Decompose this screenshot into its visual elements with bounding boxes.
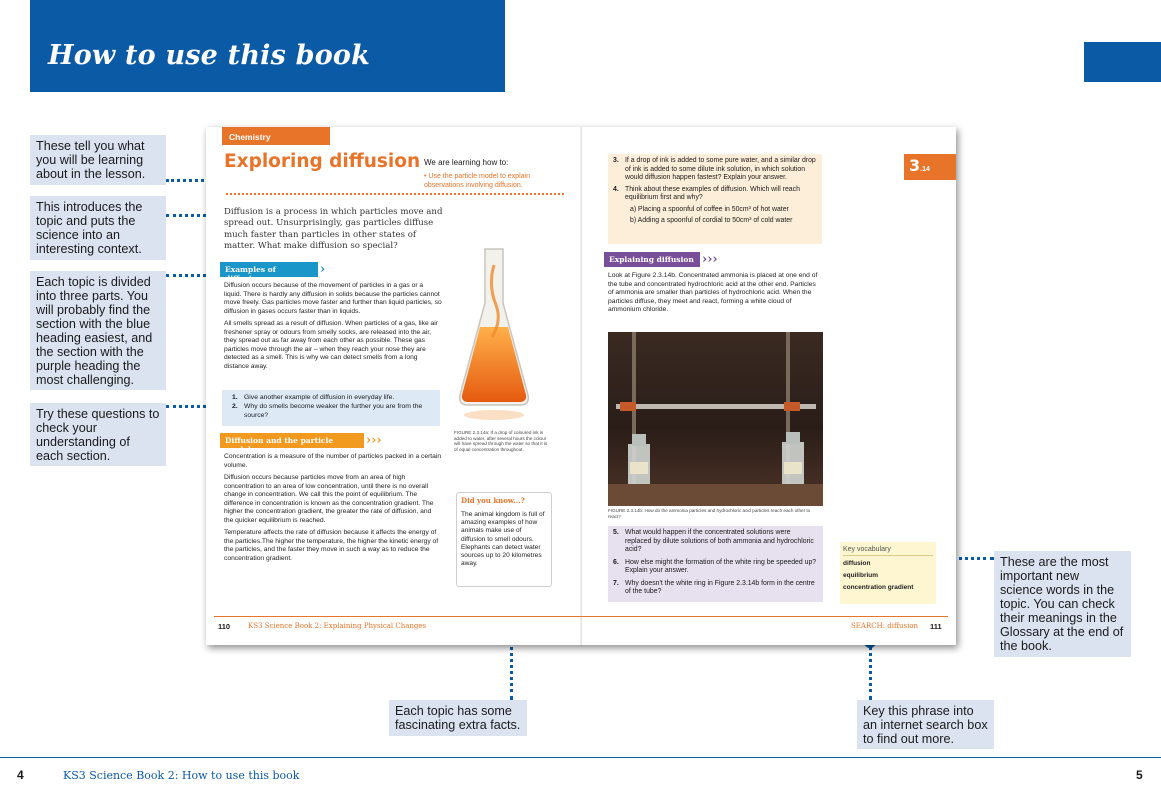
spread-search-term: SEARCH: diffusion (851, 622, 919, 630)
question-text: What would happen if the concentrated solutions were replaced by dilute solutions of both ammonia and hydrochloric acid? (625, 529, 814, 553)
learning-objective: • Use the particle model to explain observations involving diffusion. (424, 173, 530, 189)
did-you-know-text: The animal kingdom is full of amazing examples of how animals make use of diffusion to smell odours. Elephants can detect water sources up to 20 kilometres away. (461, 511, 545, 568)
spread-gutter (580, 127, 582, 645)
section3-para1: Look at Figure 2.3.14b. Concentrated ammonia is placed at one end of the tube and concentrated hydrochloric acid at the other end. Particles of ammonia are smaller than particles of hydrochloric acid. When the particles diffuse, they meet and react, forming a white cloud of ammonium chloride. (608, 272, 818, 313)
footer-rule (0, 757, 1161, 758)
page-title: How to use this book (48, 40, 371, 71)
topic-intro: Diffusion is a process in which particles move and spread out. Unsurprisingly, gas particles diffuse much faster than particles in other states of matter. What make diffusion so special? (224, 207, 443, 251)
figure-caption-a: FIGURE 2.3.14a: If a drop of coloured ink is added to water, after several hours the colour will have spread through the water so that it is of equal concentration throughout. (454, 430, 548, 452)
question-1 (232, 393, 434, 402)
topic-number-box (904, 154, 956, 180)
section-heading-blue (220, 262, 326, 283)
topic-number-main: 3 (909, 156, 921, 175)
leader-search (869, 646, 872, 700)
learning-objective-text: Use the particle model to explain observations involving diffusion. (424, 173, 530, 189)
questions-blue (222, 390, 440, 426)
experiment-photo (608, 332, 823, 506)
key-vocabulary-box (840, 542, 936, 604)
section2-para3: Temperature affects the rate of diffusion because it affects the energy of the particles.The higher the temperature, the higher the kinetic energy of the particles, and the faster they move in such a way as to reduce the concentration gradient. (224, 529, 439, 562)
footer-title: KS3 Science Book 2: How to use this book (63, 769, 300, 782)
page-number-right: 5 (1136, 768, 1143, 782)
question-5 (613, 529, 818, 555)
callout-facts: Each topic has some fascinating extra facts. (389, 700, 527, 736)
spread-footer-rule (214, 616, 948, 617)
section-heading-orange (220, 433, 382, 454)
section-heading-orange-label: Diffusion and the particle model (225, 436, 334, 454)
question-4a: a) Placing a spoonful of coffee in 50cm³ of hot water (630, 205, 789, 213)
question-7 (613, 580, 818, 597)
figure-caption-b: FIGURE 2.3.14b: How do the ammonia particles and hydrochloric acid particles reach each other to react? (608, 508, 811, 519)
callout-objectives: These tell you what you will be learning about in the lesson. (30, 135, 166, 185)
did-you-know-heading: Did you know...? (461, 496, 525, 505)
learning-heading: We are learning how to: (424, 158, 509, 167)
question-text: Why doesn't the white ring in Figure 2.3.14b form in the centre of the tube? (625, 579, 815, 595)
spread-page-right: 111 (930, 622, 942, 631)
callout-parts: Each topic is divided into three parts. You will probably find the section with the blue heading easiest, and the section with the purple heading the most challenging. (30, 271, 166, 390)
question-text: Give another example of diffusion in everyday life. (244, 394, 395, 401)
section1-para1: Diffusion occurs because of the movement of particles in a gas or a liquid. There is hardly any diffusion in solids because the particles cannot move freely. Gas particles move faster and further than liquid particles, so diffusion in gases occurs faster than in liquids. (224, 282, 442, 315)
question-text: How else might the formation of the white ring be speeded up? Explain your answer. (625, 558, 817, 574)
subject-tab: Chemistry (222, 127, 330, 145)
page-number-left: 4 (17, 768, 24, 782)
section-heading-purple-label: Explaining diffusion (609, 255, 694, 264)
section1-para2: All smells spread as a result of diffusion. When particles of a gas, like air freshener spray or odours from smelly socks, are released into the air, they spread out as far away from each other as possible. These gas particles move through the air – when they reach your nose they are detected as a smell. This is why we can detect smells from a long distance away. (224, 320, 438, 370)
question-2 (232, 402, 434, 420)
question-number: 5. (613, 529, 619, 536)
question-number: 6. (613, 558, 619, 566)
section-heading-purple (604, 252, 718, 267)
section2-para2: Diffusion occurs because particles move from an area of high concentration to an area of low concentration, until there is no overall change in concentration. We call this the point of equilibrium. The difference in concentration is known as the concentration gradient. The higher the concentration gradient, the greater the rate of diffusion, and the quicker equilibrium is reached. (224, 474, 434, 524)
question-number: 2. (232, 403, 238, 410)
orange-dotted-rule (226, 193, 564, 195)
spread-footer-title: KS3 Science Book 2: Explaining Physical Changes (248, 622, 427, 630)
questions-purple (608, 526, 823, 602)
section2-text (224, 453, 442, 567)
flask-illustration (458, 245, 530, 423)
key-vocabulary-heading: Key vocabulary (843, 546, 933, 556)
callout-vocabulary: These are the most important new science words in the topic. You can check their meanings in the Glossary at the end of the book. (994, 551, 1131, 657)
spread-page-left: 110 (218, 622, 231, 631)
callout-questions: Try these questions to check your understanding of each section. (30, 403, 166, 466)
question-text: If a drop of ink is added to some pure water, and a similar drop of ink is added to some dilute ink solution, in which solution would diffusion happen fastest? Explain your answer. (625, 157, 816, 181)
callout-intro: This introduces the topic and puts the science into an interesting context. (30, 196, 166, 260)
book-spread (206, 127, 956, 645)
question-text: Why do smells become weaker the further you are from the source? (244, 403, 423, 419)
vocab-word: diffusion (843, 560, 871, 567)
question-number: 4. (613, 185, 619, 193)
chevron-icon: ››› (702, 252, 718, 267)
question-number: 7. (613, 579, 619, 587)
section3-text (608, 272, 820, 319)
topic-title: Exploring diffusion (224, 151, 421, 172)
experiment-photo-art (608, 332, 823, 506)
section-heading-blue-label: Examples of diffusion (225, 265, 276, 283)
chevron-icon: › (320, 262, 326, 277)
vocab-word: equilibrium (843, 572, 879, 579)
did-you-know-box (456, 492, 552, 587)
callout-search: Key this phrase into an internet search box to find out more. (857, 700, 994, 749)
title-banner (30, 0, 505, 92)
question-6 (613, 559, 818, 576)
question-3 (613, 157, 817, 183)
question-text: Think about these examples of diffusion. Which will reach equilibrium first and why? (625, 185, 800, 201)
corner-block (1084, 42, 1161, 82)
section1-text (224, 282, 442, 375)
question-4 (613, 186, 817, 203)
vocab-word: concentration gradient (843, 584, 914, 591)
section2-para1: Concentration is a measure of the number of particles packed in a certain volume. (224, 453, 442, 469)
questions-orange (608, 154, 822, 244)
question-4b: b) Adding a spoonful of cordial to 50cm³ of cold water (630, 217, 793, 224)
topic-number-sub: .14 (920, 166, 930, 173)
question-number: 1. (232, 394, 238, 401)
chevron-icon: ››› (366, 433, 382, 448)
question-number: 3. (613, 157, 619, 164)
